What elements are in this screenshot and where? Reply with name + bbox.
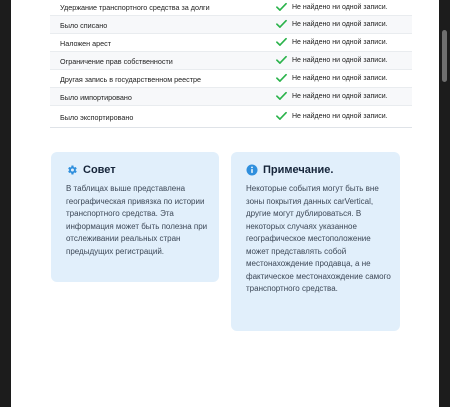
info-icon bbox=[246, 164, 258, 176]
row-status-text: Не найдено ни одной записи. bbox=[292, 92, 388, 100]
advice-card bbox=[51, 152, 219, 282]
note-header bbox=[246, 164, 333, 176]
table-row bbox=[50, 34, 412, 52]
row-label: Другая запись в государственном реестре bbox=[60, 75, 202, 84]
row-label: Было импортировано bbox=[60, 93, 132, 102]
row-label: Наложен арест bbox=[60, 39, 112, 48]
row-status bbox=[276, 91, 388, 101]
report-page bbox=[11, 0, 439, 407]
records-table bbox=[50, 0, 412, 128]
row-status bbox=[276, 55, 388, 65]
row-status-text: Не найдено ни одной записи. bbox=[292, 20, 388, 28]
row-status-text: Не найдено ни одной записи. bbox=[292, 38, 388, 46]
check-icon bbox=[276, 2, 287, 12]
row-status bbox=[276, 19, 388, 29]
row-status bbox=[276, 2, 388, 12]
check-icon bbox=[276, 19, 287, 29]
row-status-text: Не найдено ни одной записи. bbox=[292, 56, 388, 64]
check-icon bbox=[276, 37, 287, 47]
table-row bbox=[50, 88, 412, 106]
advice-title: Совет bbox=[83, 164, 116, 176]
row-status bbox=[276, 37, 388, 47]
check-icon bbox=[276, 91, 287, 101]
table-row bbox=[50, 16, 412, 34]
row-status-text: Не найдено ни одной записи. bbox=[292, 112, 388, 120]
table-row bbox=[50, 106, 412, 128]
check-icon bbox=[276, 55, 287, 65]
advice-text: В таблицах выше представлена географическая привязка по истории транспортного средства. Эта информация может быть полезна при отслеживании реальных стран предыдущих регистраций. bbox=[66, 184, 208, 256]
advice-header bbox=[66, 164, 116, 176]
row-label: Было экспортировано bbox=[60, 113, 134, 122]
table-row bbox=[50, 70, 412, 88]
row-status-text: Не найдено ни одной записи. bbox=[292, 3, 388, 11]
gear-icon bbox=[66, 164, 78, 176]
row-status bbox=[276, 111, 388, 121]
table-row bbox=[50, 52, 412, 70]
row-status bbox=[276, 73, 388, 83]
table-row bbox=[50, 0, 412, 16]
note-card bbox=[231, 152, 400, 331]
check-icon bbox=[276, 111, 287, 121]
row-label: Удержание транспортного средства за долги bbox=[60, 3, 210, 12]
note-title: Примечание. bbox=[263, 164, 334, 176]
row-label: Было списано bbox=[60, 21, 108, 30]
row-status-text: Не найдено ни одной записи. bbox=[292, 74, 388, 82]
scrollbar-thumb[interactable] bbox=[442, 30, 447, 82]
row-label: Ограничение прав собственности bbox=[60, 57, 173, 66]
check-icon bbox=[276, 73, 287, 83]
note-text: Некоторые события могут быть вне зоны покрытия данных carVertical, другие могут дублироваться. В некоторых случаях указанное географическое местоположение может представлять собой местонахождение продавца, а не фактическое местонахождение самого транспортного средства. bbox=[246, 184, 391, 293]
